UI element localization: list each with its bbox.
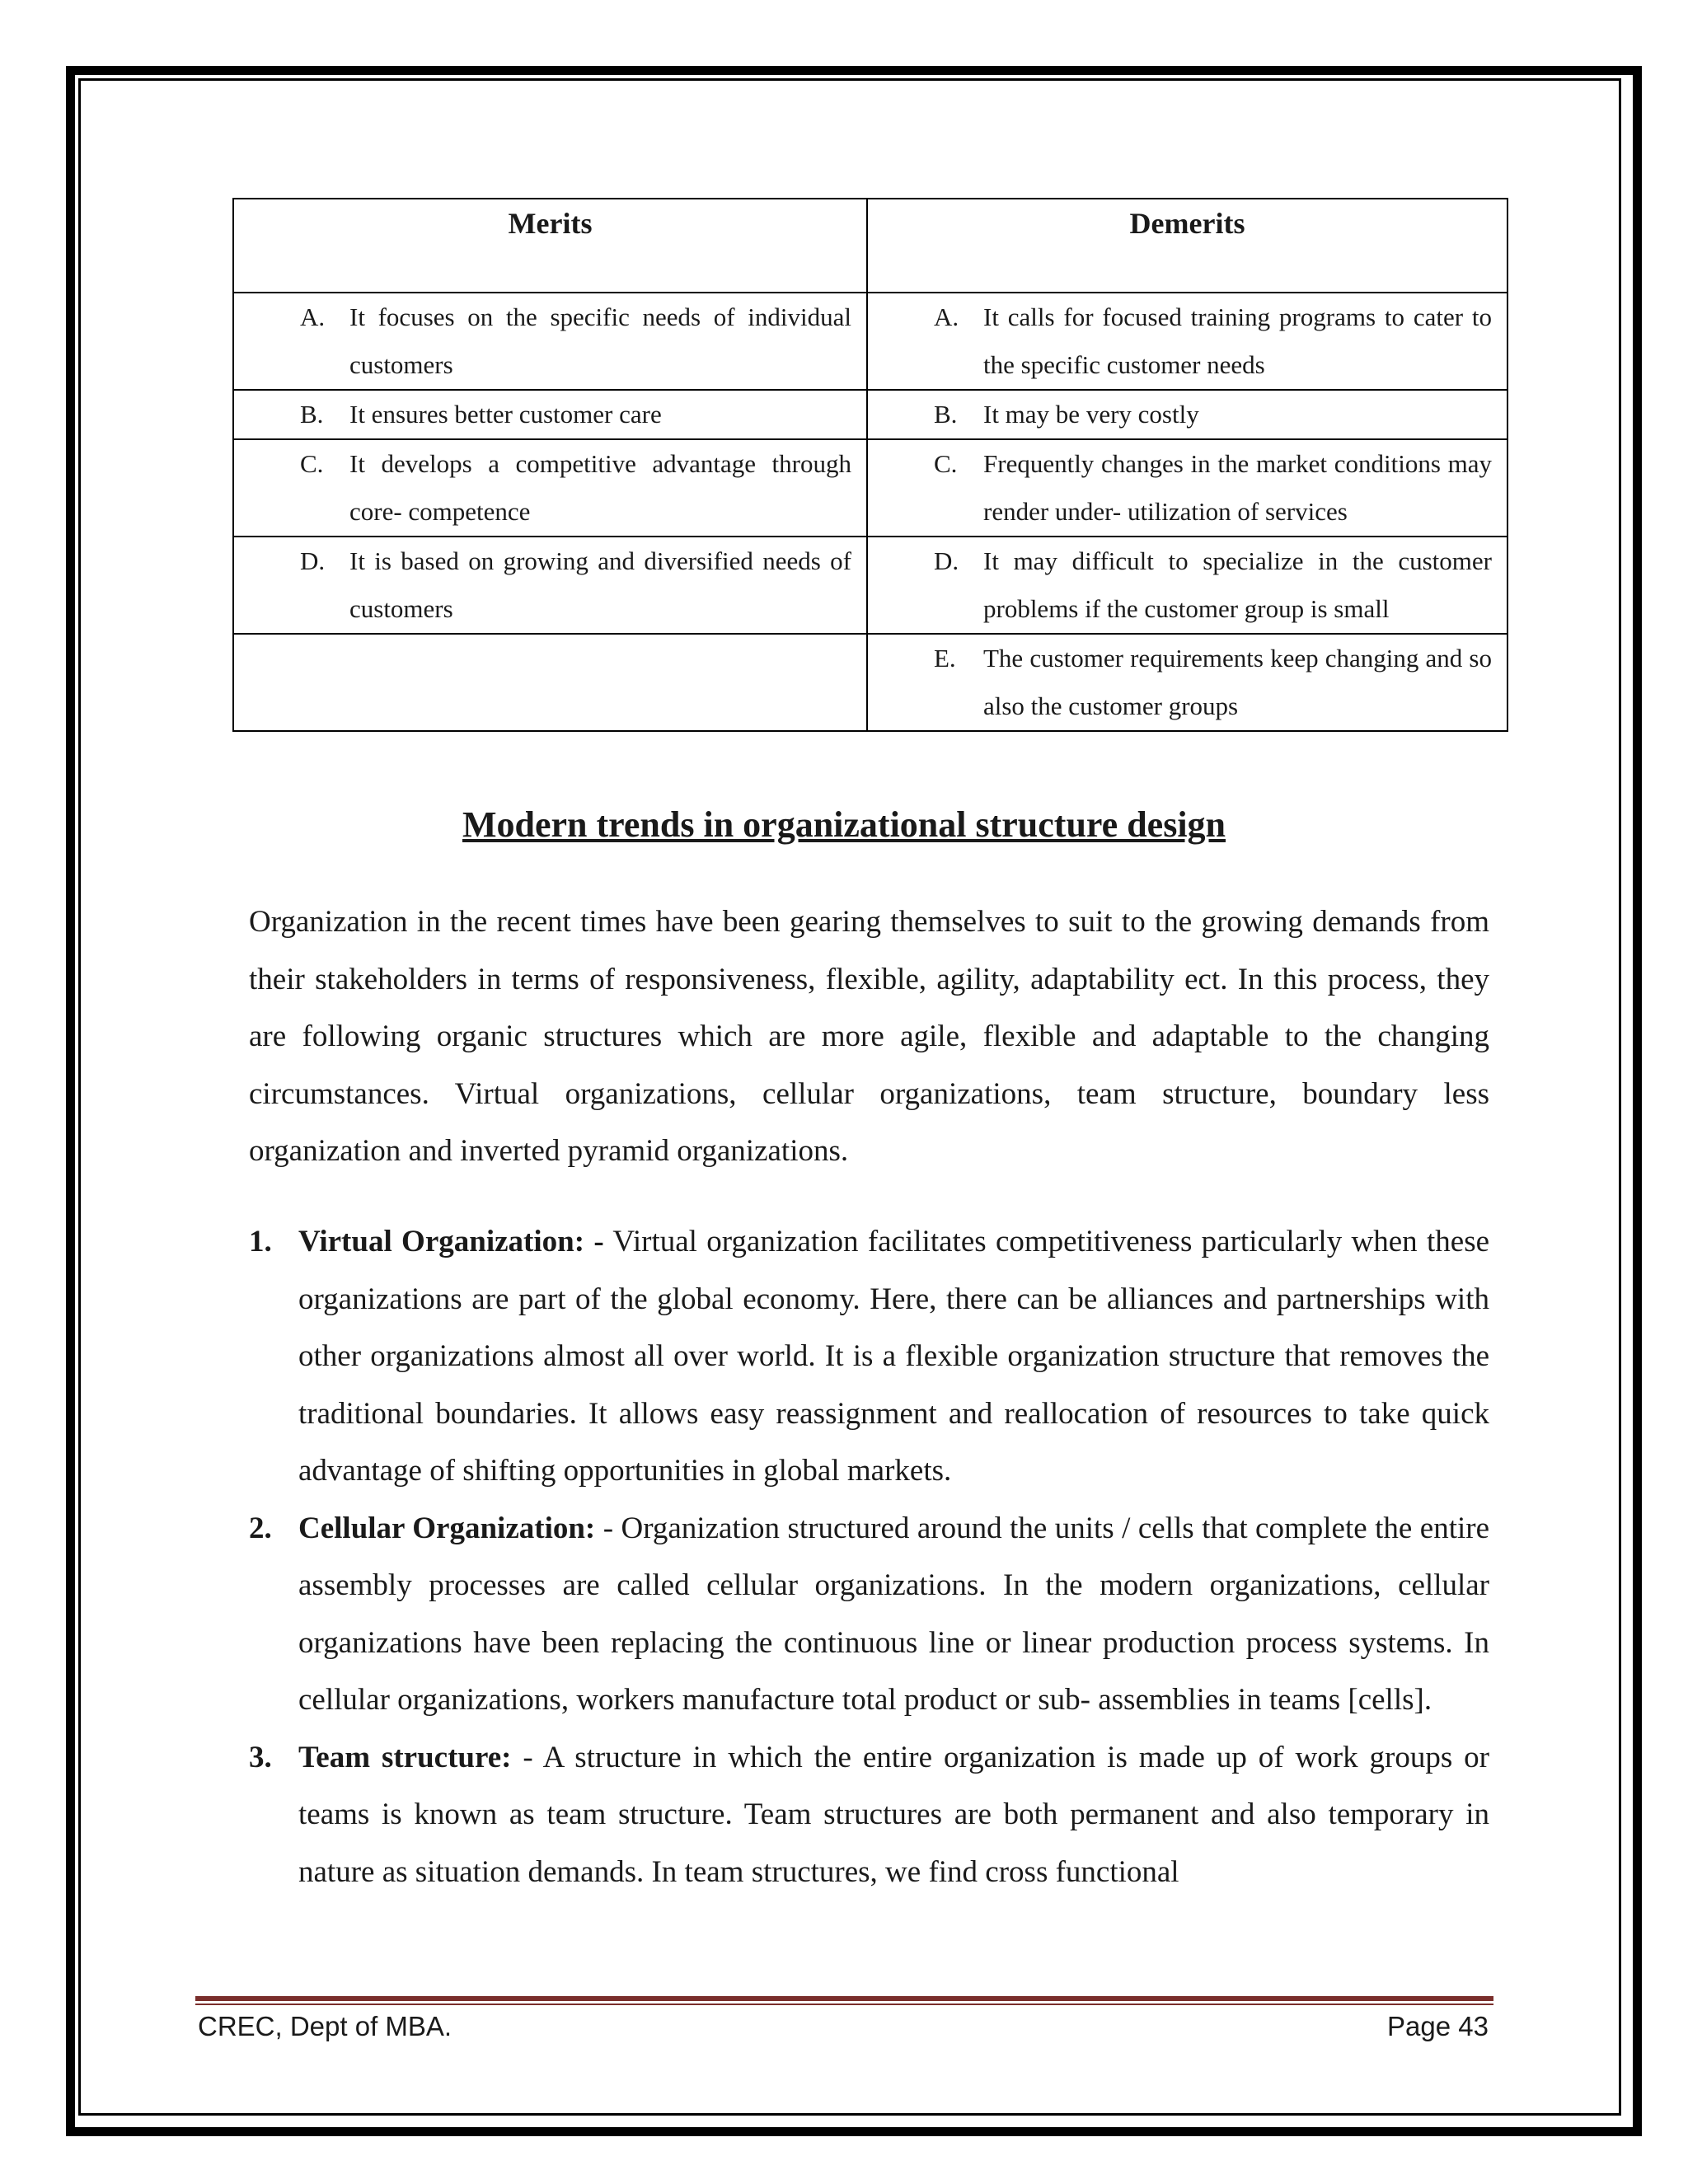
demerit-cell — [867, 634, 1507, 731]
item-number: 3. — [249, 1740, 272, 1774]
merit-cell — [233, 390, 867, 439]
list-item — [249, 1500, 1489, 1729]
merit-letter: A. — [300, 302, 326, 331]
section-title: Modern trends in organizational structure design — [462, 804, 1226, 845]
demerit-text: It calls for focused training programs to cater to the specific customer needs — [983, 302, 1492, 379]
merit-letter: B. — [300, 400, 324, 429]
intro-paragraph: Organization in the recent times have been gearing themselves to suit to the growing demands from their stakeholders in terms of responsiveness, flexible, agility, adaptability ect. In this process, they are following organic structures which are more agile, flexible and adaptable to the changing circumstances. Virtual organizations, cellular organizations, team structure, boundary less organization and inverted pyramid organizations. — [249, 905, 1489, 1168]
merit-cell — [233, 537, 867, 634]
item-number: 1. — [249, 1225, 272, 1258]
item-text: Virtual organization facilitates competitiveness particularly when these organizations are part of the global economy. Here, there can be alliances and partnerships with other organizations almost all over world. It is a flexible organization structure that removes the traditional boundaries. It allows easy reassignment and reallocation of resources to take quick advantage of shifting opportunities in global markets. — [298, 1225, 1490, 1488]
footer-page-number: Page 43 — [1387, 2011, 1489, 2041]
merit-cell — [233, 293, 867, 390]
item-term: Cellular Organization: — [298, 1511, 596, 1545]
table-row — [233, 634, 1507, 731]
table-row — [233, 293, 1507, 390]
demerit-text: The customer requirements keep changing and so also the customer groups — [983, 644, 1492, 720]
item-body — [298, 1500, 1489, 1729]
demerit-letter: E. — [934, 644, 956, 673]
item-text: - A structure in which the entire organization is made up of work groups or teams is known as team structure. Team structures are both permanent and also temporary in nature as situation demands. In team structures, we find cross functional — [298, 1740, 1489, 1889]
demerits-header: Demerits — [867, 199, 1507, 293]
footer-rule-thin — [195, 2004, 1493, 2005]
demerit-cell — [867, 293, 1507, 390]
merit-cell — [233, 439, 867, 537]
item-text: - Organization structured around the units / cells that complete the entire assembly processes are called cellular organizations. In the modern organizations, cellular organizations have been replacing the continuous line or linear production process systems. In cellular organizations, workers manufacture total product or sub- assemblies in teams [cells]. — [298, 1511, 1490, 1717]
merit-cell-empty — [233, 634, 867, 731]
item-body — [298, 1213, 1489, 1500]
table-row — [233, 537, 1507, 634]
merit-letter: D. — [300, 546, 326, 575]
merit-text: It develops a competitive advantage through core- competence — [349, 449, 851, 526]
list-item — [249, 1729, 1489, 1901]
demerit-cell — [867, 390, 1507, 439]
trends-list — [249, 1213, 1489, 1900]
demerit-letter: A. — [934, 302, 959, 331]
demerit-letter: C. — [934, 449, 958, 478]
merit-text: It focuses on the specific needs of individual customers — [349, 302, 851, 379]
demerit-cell — [867, 439, 1507, 537]
merit-letter: C. — [300, 449, 324, 478]
demerit-letter: D. — [934, 546, 959, 575]
merit-text: It ensures better customer care — [349, 400, 662, 429]
demerit-text: Frequently changes in the market conditions may render under- utilization of services — [983, 449, 1492, 526]
item-term: Virtual Organization: - — [298, 1225, 604, 1258]
merits-demerits-table — [232, 198, 1508, 732]
item-number: 2. — [249, 1511, 272, 1545]
demerit-text: It may difficult to specialize in the customer problems if the customer group is small — [983, 546, 1492, 623]
item-body — [298, 1729, 1489, 1901]
demerit-cell — [867, 537, 1507, 634]
demerit-text: It may be very costly — [983, 400, 1199, 429]
table-row — [233, 439, 1507, 537]
table-row — [233, 390, 1507, 439]
demerit-letter: B. — [934, 400, 958, 429]
item-term: Team structure: — [298, 1740, 512, 1774]
table-header-row — [233, 199, 1507, 293]
merits-header: Merits — [233, 199, 867, 293]
merit-text: It is based on growing and diversified needs of customers — [349, 546, 851, 623]
footer-rule — [195, 1996, 1493, 2001]
footer-department: CREC, Dept of MBA. — [198, 2011, 452, 2041]
list-item — [249, 1213, 1489, 1500]
